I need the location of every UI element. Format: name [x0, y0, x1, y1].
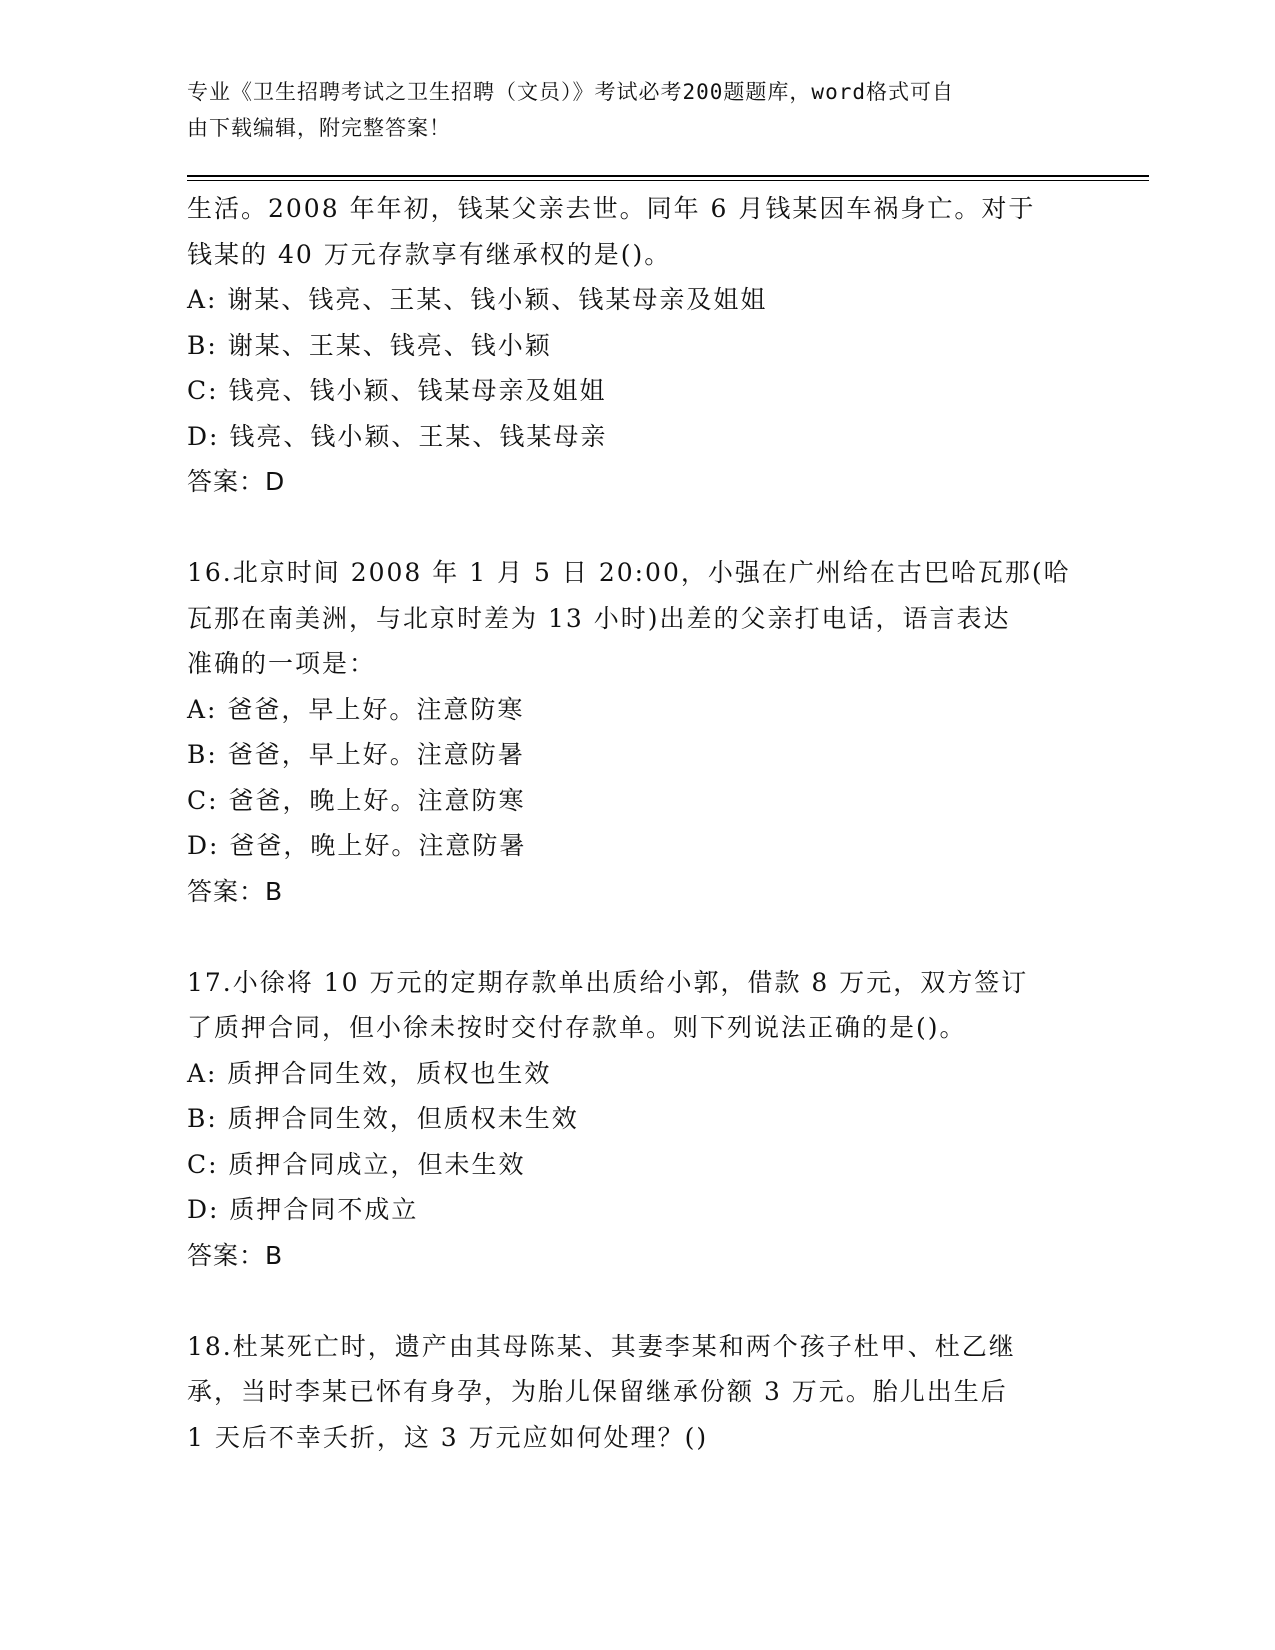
document-header [187, 74, 1067, 146]
question-text-line: 了质押合同，但小徐未按时交付存款单。则下列说法正确的是()。 [187, 1013, 967, 1042]
question-15-continued [187, 186, 1087, 505]
header-line-1: 专业《卫生招聘考试之卫生招聘（文员）》考试必考200题题库，word格式可自 [187, 80, 954, 104]
question-text-line: 准确的一项是： [187, 649, 377, 678]
option-d: D: 质押合同不成立 [187, 1195, 419, 1224]
question-spacer [187, 505, 1087, 551]
question-text-line: 承，当时李某已怀有身孕，为胎儿保留继承份额 3 万元。胎儿出生后 [187, 1377, 1008, 1406]
document-body [187, 186, 1087, 1460]
answer-label: 答案：D [187, 467, 286, 496]
option-a: A: 爸爸，早上好。注意防寒 [187, 694, 525, 724]
question-17 [187, 960, 1087, 1279]
option-b: B: 质押合同生效，但质权未生效 [187, 1104, 579, 1133]
option-b: B: 谢某、王某、钱亮、钱小颖 [187, 330, 552, 360]
question-spacer [187, 914, 1087, 960]
option-d: D: 钱亮、钱小颖、王某、钱某母亲 [187, 421, 608, 451]
option-c: C: 爸爸，晚上好。注意防寒 [187, 785, 526, 815]
question-16 [187, 550, 1087, 914]
option-c: C: 质押合同成立，但未生效 [187, 1149, 526, 1179]
question-text-line: 瓦那在南美洲，与北京时差为 13 小时)出差的父亲打电话，语言表达 [187, 603, 1011, 633]
question-text-line: 18.杜某死亡时，遗产由其母陈某、其妻李某和两个孩子杜甲、杜乙继 [187, 1331, 1016, 1361]
question-text-line: 17.小徐将 10 万元的定期存款单出质给小郭，借款 8 万元，双方签订 [187, 967, 1029, 997]
header-rule-thin [187, 180, 1149, 181]
answer-label: 答案：B [187, 1240, 284, 1270]
question-text-line: 1 天后不幸夭折，这 3 万元应如何处理？() [187, 1422, 709, 1452]
option-d: D: 爸爸，晚上好。注意防暑 [187, 831, 527, 860]
option-b: B: 爸爸，早上好。注意防暑 [187, 740, 525, 769]
question-text-line: 生活。2008 年年初，钱某父亲去世。同年 6 月钱某因车祸身亡。对于 [187, 194, 1036, 223]
answer-label: 答案：B [187, 876, 284, 906]
question-spacer [187, 1278, 1087, 1324]
question-18 [187, 1324, 1087, 1461]
option-a: A: 谢某、钱亮、王某、钱小颖、钱某母亲及姐姐 [187, 285, 768, 314]
option-c: C: 钱亮、钱小颖、钱某母亲及姐姐 [187, 376, 607, 405]
header-rule-thick [187, 175, 1149, 177]
question-text-line: 16.北京时间 2008 年 1 月 5 日 20:00，小强在广州给在古巴哈瓦那(哈 [187, 558, 1071, 587]
header-line-2: 由下载编辑，附完整答案！ [187, 116, 451, 140]
option-a: A: 质押合同生效，质权也生效 [187, 1058, 552, 1088]
question-text-line: 钱某的 40 万元存款享有继承权的是()。 [187, 239, 672, 269]
